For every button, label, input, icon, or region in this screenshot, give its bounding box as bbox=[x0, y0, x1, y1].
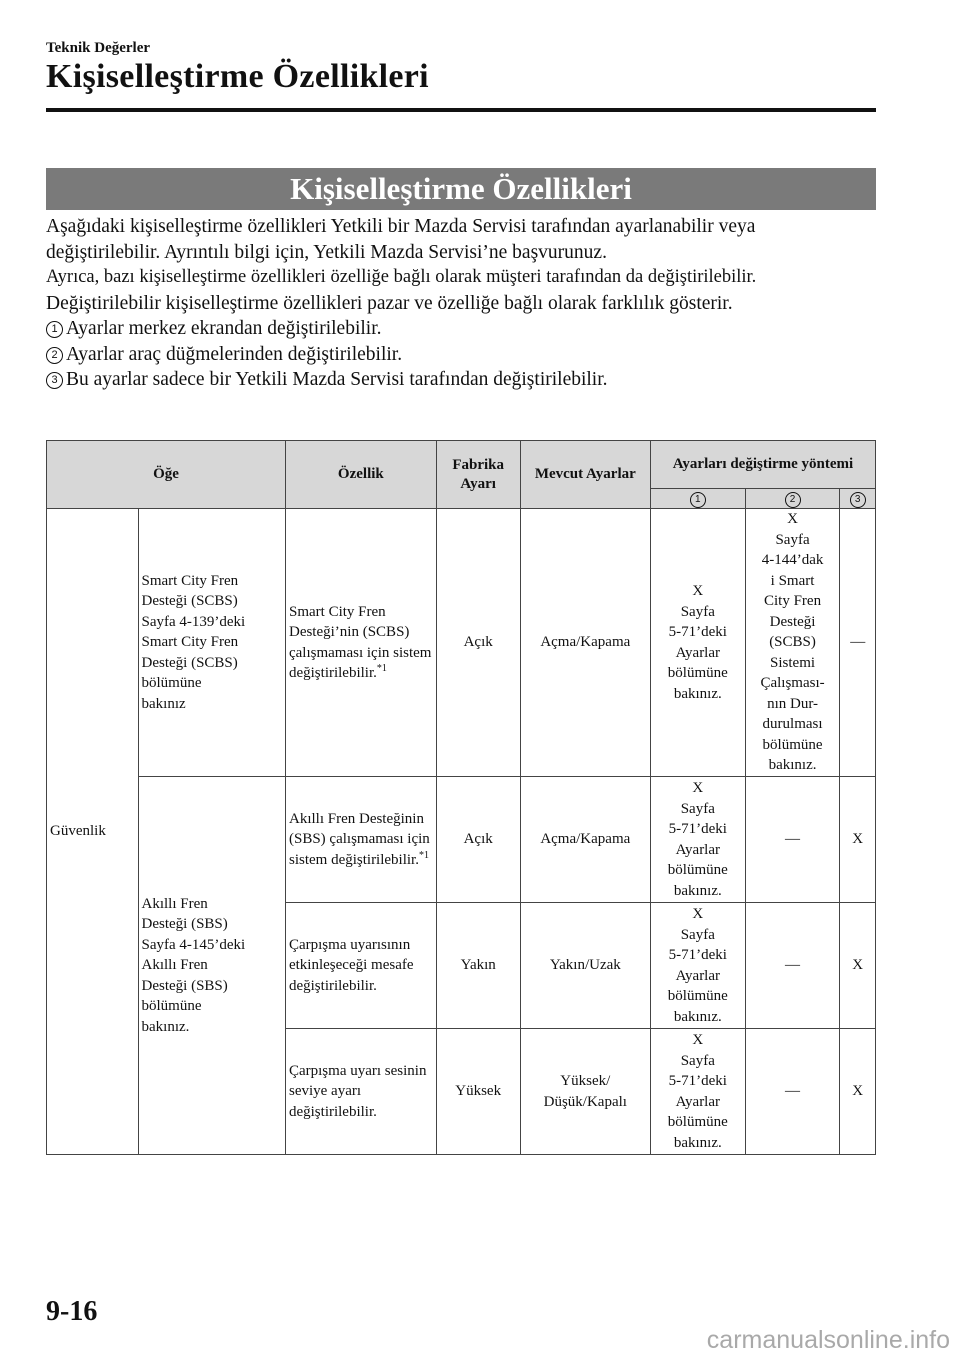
method-2-cell: X Sayfa 4-144’dak i Smart City Fren Desteği (SCBS) Sistemi Çalışması- nın Dur- durulması bölümüne bakınız. bbox=[745, 509, 840, 777]
page-number: 9-16 bbox=[46, 1296, 98, 1327]
circled-number-3-icon: 3 bbox=[850, 492, 866, 508]
circled-number-2-icon: 2 bbox=[46, 347, 63, 364]
intro-line: değiştirilebilir. Ayrıntılı bilgi için, Yetkili Mazda Servisi’ne başvurunuz. bbox=[46, 241, 607, 263]
header-change-method: Ayarları değiştirme yöntemi bbox=[650, 441, 875, 489]
available-cell: Yüksek/ Düşük/Kapalı bbox=[520, 1029, 650, 1155]
intro-line: Değiştirilebilir kişiselleştirme özellikleri pazar ve özelliğe bağlı olarak farklılık gösterir. bbox=[46, 292, 733, 314]
header-feature: Özellik bbox=[285, 441, 436, 509]
feature-cell: Çarpışma uyarı sesinin seviye ayarı değiştirilebilir. bbox=[285, 1029, 436, 1155]
feature-cell bbox=[285, 509, 436, 777]
circled-number-3-icon: 3 bbox=[46, 372, 63, 389]
legend-text: Ayarlar merkez ekrandan değiştirilebilir. bbox=[66, 318, 382, 339]
item-cell: Akıllı Fren Desteği (SBS) Sayfa 4-145’deki Akıllı Fren Desteği (SBS) bölümüne bakınız. bbox=[138, 777, 285, 1155]
legend-item-3 bbox=[46, 367, 886, 393]
method-3-cell: X bbox=[840, 1029, 876, 1155]
available-cell: Yakın/Uzak bbox=[520, 903, 650, 1029]
method-2-cell: — bbox=[745, 1029, 840, 1155]
factory-cell: Açık bbox=[436, 777, 520, 903]
factory-cell: Açık bbox=[436, 509, 520, 777]
feature-cell: Çarpışma uyarısının etkinleşeceği mesafe değiştirilebilir. bbox=[285, 903, 436, 1029]
factory-cell: Yakın bbox=[436, 903, 520, 1029]
factory-cell: Yüksek bbox=[436, 1029, 520, 1155]
table-row bbox=[47, 509, 876, 777]
circled-number-1-icon: 1 bbox=[690, 492, 706, 508]
feature-text: Smart City Fren Desteği’nin (SCBS) çalışmaması için sistem değiştirilebilir. bbox=[288, 603, 432, 681]
intro-line: Ayrıca, bazı kişiselleştirme özellikleri özelliğe bağlı olarak müşteri tarafından da değiştirilebilir. bbox=[46, 267, 757, 287]
method-1-cell: X Sayfa 5-71’deki Ayarlar bölümüne bakınız. bbox=[650, 1029, 745, 1155]
legend-text: Bu ayarlar sadece bir Yetkili Mazda Servisi tarafından değiştirilebilir. bbox=[66, 369, 608, 390]
table-header-row bbox=[47, 441, 876, 489]
header-method-1 bbox=[650, 489, 745, 509]
chapter-title: Kişiselleştirme Özellikleri bbox=[46, 58, 429, 95]
method-3-cell: X bbox=[840, 777, 876, 903]
method-3-cell: — bbox=[840, 509, 876, 777]
feature-text: Akıllı Fren Desteğinin (SBS) çalışmaması için sistem değiştirilebilir. bbox=[288, 810, 430, 868]
section-banner bbox=[46, 168, 876, 210]
legend-text: Ayarlar araç düğmelerinden değiştirilebilir. bbox=[66, 343, 403, 365]
legend-item-1 bbox=[46, 316, 886, 342]
available-cell: Açma/Kapama bbox=[520, 777, 650, 903]
category-cell: Güvenlik bbox=[47, 509, 139, 1155]
method-1-cell: X Sayfa 5-71’deki Ayarlar bölümüne bakınız. bbox=[650, 903, 745, 1029]
available-cell: Açma/Kapama bbox=[520, 509, 650, 777]
intro-text bbox=[46, 214, 886, 393]
customization-table bbox=[46, 440, 876, 1155]
watermark-link[interactable]: carmanualsonline.info bbox=[706, 1326, 950, 1354]
chapter-divider bbox=[46, 108, 876, 112]
banner-title: Kişiselleştirme Özellikleri bbox=[290, 171, 632, 206]
method-2-cell: — bbox=[745, 903, 840, 1029]
item-cell: Smart City Fren Desteği (SCBS) Sayfa 4-139’deki Smart City Fren Desteği (SCBS) bölümüne bakınız bbox=[138, 509, 285, 777]
method-2-cell: — bbox=[745, 777, 840, 903]
circled-number-2-icon: 2 bbox=[785, 492, 801, 508]
header-item: Öğe bbox=[47, 441, 286, 509]
feature-cell bbox=[285, 777, 436, 903]
header-factory-setting: Fabrika Ayarı bbox=[436, 441, 520, 509]
table-row bbox=[47, 777, 876, 903]
section-label: Teknik Değerler bbox=[46, 40, 151, 56]
header-method-3 bbox=[840, 489, 876, 509]
method-1-cell: X Sayfa 5-71’deki Ayarlar bölümüne bakınız. bbox=[650, 509, 745, 777]
method-1-cell: X Sayfa 5-71’deki Ayarlar bölümüne bakınız. bbox=[650, 777, 745, 903]
footnote-marker: *1 bbox=[418, 849, 429, 861]
circled-number-1-icon: 1 bbox=[46, 321, 63, 338]
intro-line: Aşağıdaki kişiselleştirme özellikleri Yetkili bir Mazda Servisi tarafından ayarlanabilir veya bbox=[46, 216, 756, 237]
footnote-marker: *1 bbox=[376, 663, 387, 674]
method-3-cell: X bbox=[840, 903, 876, 1029]
header-available-settings: Mevcut Ayarlar bbox=[520, 441, 650, 509]
header-method-2 bbox=[745, 489, 840, 509]
legend-item-2 bbox=[46, 342, 886, 368]
